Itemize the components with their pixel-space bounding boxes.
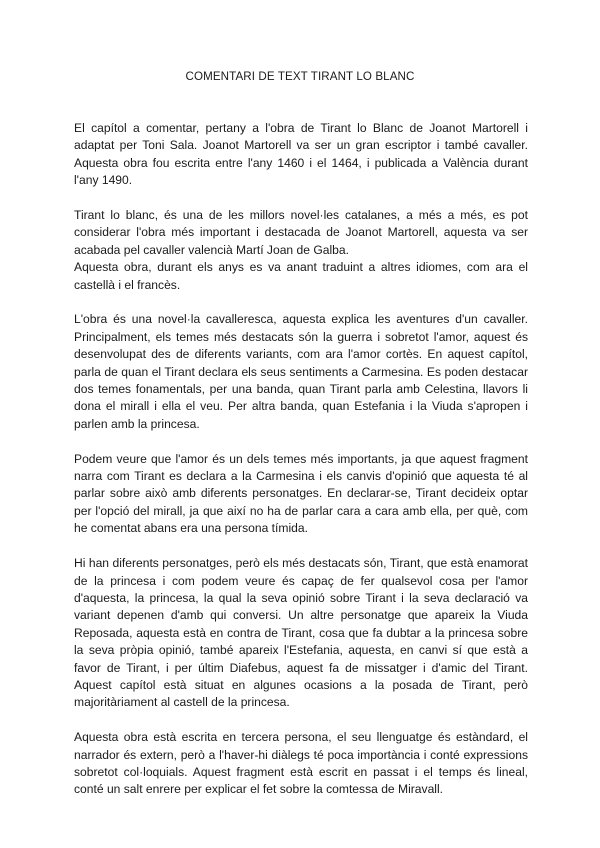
document-body xyxy=(74,120,528,816)
paragraph-love-theme: Podem veure que l'amor és un dels temes més importants, ja que aquest fragment narra com Tirant es declara a la Carmesina i els canvis d'opinió que aquesta té al parlar sobre això amb diferents personatges. En declarar-se, Tirant decideix optar per l'opció del mirall, ja que així no ha de parlar cara a cara amb ella, per què, com he comentat abans era una persona tímida. xyxy=(74,451,528,536)
paragraph-narrative-style: Aquesta obra està escrita en tercera persona, el seu llenguatge és estàndard, el narrador és extern, però a l'haver-hi diàlegs té poca importància i conté expressions sobretot col·loquials. Aquest fragment està escrit en passat i el temps és lineal, conté un salt enrere per explicar el fet sobre la comtessa de Miravall. xyxy=(74,730,528,797)
paragraph-characters: Hi han diferents personatges, però els més destacats són, Tirant, que està enamorat de la princesa i com podem veure és capaç de fer qualsevol cosa per l'amor d'aquesta, la princesa, la qual la seva opinió sobre Tirant i la seva declaració va variant depenen d'amb qui conversi. Un altre personatge que apareix la Viuda Reposada, aquesta està en contra de Tirant, cosa que fa dubtar a la princesa sobre la seva pròpia opinió, també apareix l'Estefania, aquesta, en canvi sí que està a favor de Tirant, i per últim Diafebus, aquest fa de missatger i d'amic del Tirant. Aquest capítol està situat en algunes ocasions a la posada de Tirant, però majoritàriament al castell de la princesa. xyxy=(74,556,528,710)
paragraph-work-importance: Tirant lo blanc, és una de les millors novel·les catalanes, a més a més, es pot considerar l'obra més important i destacada de Joanot Martorell, aquesta va ser acabada pel cavaller valencià Martí Joan de Galba. xyxy=(74,208,528,257)
paragraph-translations: Aquesta obra, durant els anys es va anant traduint a altres idiomes, com ara el castellà i el francès. xyxy=(74,260,528,292)
paragraph-introduction: El capítol a comentar, pertany a l'obra de Tirant lo Blanc de Joanot Martorell i adaptat per Toni Sala. Joanot Martorell va ser un gran escriptor i també cavaller. Aquesta obra fou escrita entre l'any 1460 i el 1464, i publicada a València durant l'any 1490. xyxy=(74,121,528,188)
document-title: COMENTARI DE TEXT TIRANT LO BLANC xyxy=(185,70,415,83)
paragraph-themes: L'obra és una novel·la cavalleresca, aquesta explica les aventures d'un cavaller. Principalment, els temes més destacats són la guerra i sobretot l'amor, aquest és desenvolupat des de diferents variants, com ara l'amor cortès. En aquest capítol, parla de quan el Tirant declara els seus sentiments a Carmesina. Es poden destacar dos temes fonamentals, per una banda, quan Tirant parla amb Celestina, llavors li dona el mirall i ella el veu. Per altra banda, quan Estefania i la Viuda s'apropen i parlen amb la princesa. xyxy=(74,312,528,431)
